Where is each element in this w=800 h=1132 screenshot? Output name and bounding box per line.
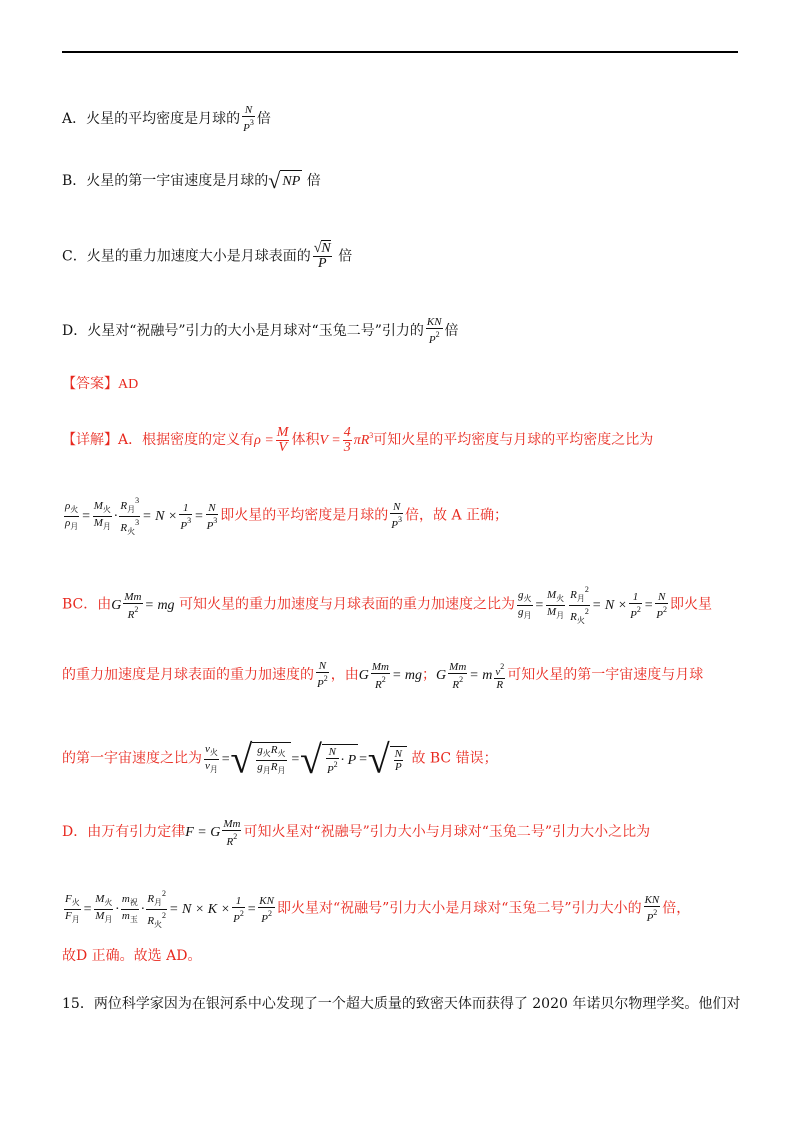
option-c bbox=[62, 242, 352, 271]
formula-n-over-p3-b: $\frac{N}{P^3}$ bbox=[391, 500, 403, 531]
explanation-p8 bbox=[62, 946, 201, 966]
explanation-p2-a: 即火星的平均密度是月球的 bbox=[220, 507, 389, 524]
option-d bbox=[62, 316, 459, 346]
formula-volume: V = $\frac{4}{3}$ $\pi R^3$ bbox=[319, 425, 374, 456]
explanation-p4-a: 的重力加速度是月球表面的重力加速度的 bbox=[62, 667, 314, 683]
formula-velocity-ratio: $\frac{v_火}{v_月}$ =√ $\frac{g_火R_火}{g_月R_月}$ =√ $\frac{N}{P^2}$ · P =√ $\frac{N}{P}$ bbox=[202, 752, 407, 767]
option-b bbox=[62, 170, 321, 192]
explanation-p7-a: 即火星对“祝融号”引力大小是月球对“玉兔二号”引力大小的 bbox=[276, 900, 642, 917]
explanation-p6 bbox=[62, 818, 650, 848]
explanation-p1-b: 体积 bbox=[291, 432, 320, 448]
formula-density-ratio: $\frac{\rho_火}{\rho_月}$ = $\frac{M_火}{M_月}$ · $\frac{R_月^3}{R_火^3}$ = N × $\frac{1}{P^3}$ = $\frac{N}{P^3}$ bbox=[65, 496, 218, 536]
top-rule bbox=[62, 51, 738, 53]
option-a-text: A．火星的平均密度是月球的 bbox=[62, 111, 241, 127]
explanation-p4-c: ； bbox=[422, 667, 437, 683]
option-c-text: C．火星的重力加速度大小是月球表面的 bbox=[62, 248, 311, 265]
formula-n-over-p3: $\frac{N}{P^3}$ bbox=[243, 104, 254, 134]
explanation-p6-a: D．由万有引力定律 bbox=[62, 824, 186, 841]
option-d-suffix: 倍 bbox=[444, 323, 459, 339]
formula-kn-over-p2: $\frac{KN}{P^2}$ bbox=[426, 316, 442, 346]
option-b-text: B．火星的第一宇宙速度是月球的 bbox=[62, 173, 269, 189]
option-a-suffix: 倍 bbox=[256, 111, 271, 127]
formula-force-ratio: $\frac{F_火}{F_月}$ = $\frac{M_火}{M_月}$ · $\frac{m_祝}{m_玉}$ · $\frac{R_月^2}{R_火^2}$ = N × K × $\frac{1}{P^2}$ = $\frac{KN}{P^2}$ bbox=[65, 889, 274, 929]
explanation-p3-b: 可知火星的重力加速度与月球表面的重力加速度之比为 bbox=[179, 596, 516, 613]
option-b-suffix: 倍 bbox=[306, 173, 321, 189]
formula-gravity-eq: G $\frac{Mm}{R^2}$ = mg bbox=[111, 590, 175, 621]
formula-g-ratio: $\frac{g_火}{g_月}$ = $\frac{M_火}{M_月}$ $\frac{R_月^2}{R_火^2}$ = N × $\frac{1}{P^2}$ = $\frac{N}{P^2}$ bbox=[518, 585, 668, 625]
formula-n-over-p2: $\frac{N}{P^2}$ bbox=[317, 660, 328, 690]
explanation-p1-c: 可知火星的平均密度与月球的平均密度之比为 bbox=[373, 432, 654, 448]
explanation-p8-a: 故D 正确。故选 AD。 bbox=[62, 948, 202, 964]
explanation-p3-a: BC．由 bbox=[62, 596, 112, 613]
formula-universal-gravitation: F = G $\frac{Mm}{R^2}$ bbox=[185, 818, 241, 848]
explanation-p5 bbox=[62, 736, 498, 782]
explanation-p1-a: A．根据密度的定义有 bbox=[118, 432, 255, 448]
formula-sqrt-n-over-p: $\frac{√N}{P}$ bbox=[313, 241, 331, 271]
explanation-p7 bbox=[62, 888, 690, 931]
explanation-p2 bbox=[62, 495, 508, 538]
explanation-p4 bbox=[62, 660, 703, 691]
question-15-text: 15．两位科学家因为在银河系中心发现了一个超大质量的致密天体而获得了 2020 年诺贝尔物理学奖。他们对 bbox=[62, 996, 741, 1012]
formula-gravity-eq-2: G $\frac{Mm}{R^2}$ = mg bbox=[358, 660, 423, 691]
formula-kn-over-p2-b: $\frac{KN}{P^2}$ bbox=[644, 893, 660, 924]
question-15 bbox=[62, 994, 740, 1014]
answer-label: 【答案】 bbox=[62, 376, 118, 392]
answer-value: AD bbox=[118, 377, 139, 392]
option-d-text: D．火星对“祝融号”引力的大小是月球对“玉兔二号”引力的 bbox=[62, 323, 424, 339]
explanation-p2-b: 倍，故 A 正确； bbox=[405, 507, 509, 524]
explanation-p5-a: 的第一宇宙速度之比为 bbox=[62, 750, 202, 767]
explanation-p4-d: 可知火星的第一宇宙速度与月球 bbox=[507, 667, 704, 683]
answer-line bbox=[62, 374, 138, 395]
formula-sqrt-np: √ NP bbox=[268, 168, 301, 193]
option-c-suffix: 倍 bbox=[338, 248, 353, 265]
explanation-p7-b: 倍， bbox=[662, 900, 691, 917]
explanation-p1 bbox=[62, 426, 653, 455]
option-a bbox=[62, 104, 271, 134]
explanation-p3 bbox=[62, 584, 712, 627]
explanation-p4-b: ，由 bbox=[330, 667, 359, 683]
explanation-p5-b: 故 BC 错误； bbox=[411, 750, 498, 767]
explanation-p3-c: 即火星 bbox=[670, 596, 713, 613]
explanation-label: 【详解】 bbox=[62, 432, 118, 448]
formula-centripetal: G $\frac{Mm}{R^2}$ = m $\frac{v^2}{R}$ bbox=[436, 660, 505, 691]
explanation-p6-b: 可知火星对“祝融号”引力大小与月球对“玉兔二号”引力大小之比为 bbox=[243, 824, 651, 841]
formula-density: ρ = $\frac{M}{V}$ bbox=[254, 425, 289, 456]
